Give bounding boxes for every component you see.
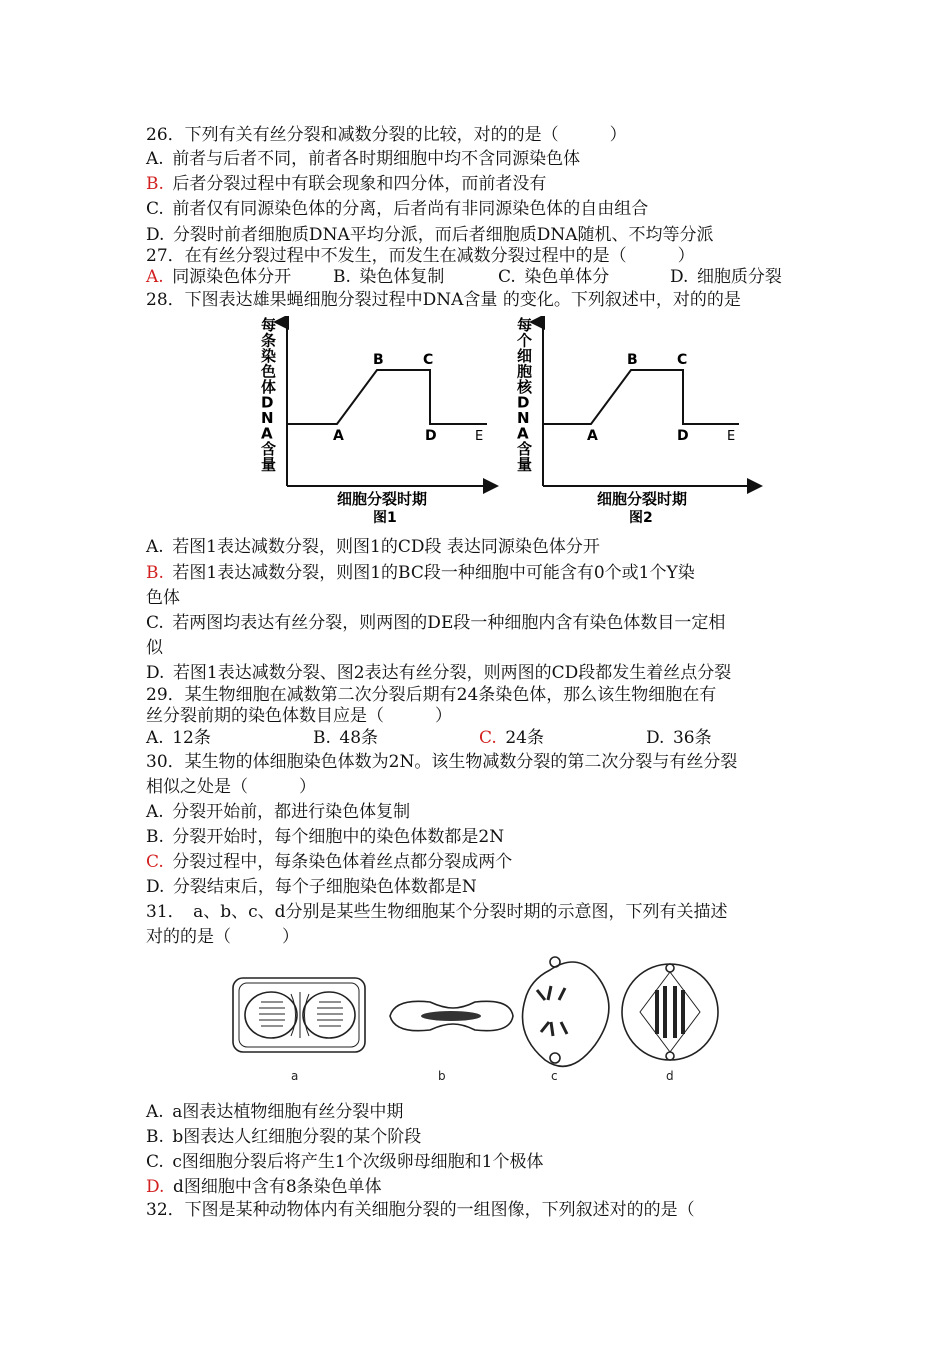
graph-1-xlabel: 细胞分裂时期 <box>337 490 428 508</box>
figure-a-plant-cell <box>233 978 365 1083</box>
graph-2-point-a: A <box>587 428 598 444</box>
q31-option-a: A. a图表达植物细胞有丝分裂中期 <box>146 1102 404 1122</box>
figure-b-label: b <box>438 1069 446 1083</box>
q31-option-b: B. b图表达人红细胞分裂的某个阶段 <box>146 1127 422 1147</box>
q28-option-c: C. 若两图均表达有丝分裂，则两图的DE段一种细胞内含有染色体数目一定相 <box>146 613 726 633</box>
q31-option-d: D. d图细胞中含有8条染色单体 <box>146 1177 382 1197</box>
graph-2-xlabel: 细胞分裂时期 <box>597 490 688 508</box>
dna-content-graphs <box>255 316 790 530</box>
graph-2-curve <box>543 370 739 424</box>
q27-stem: 27．在有丝分裂过程中不发生，而发生在减数分裂过程中的是（ ） <box>146 246 695 266</box>
q29-option-b: B. 48条 <box>313 728 379 748</box>
graph-2-caption: 图2 <box>629 510 653 526</box>
q31-stem-1: 31． a、b、c、d分别是某些生物细胞某个分裂时期的示意图，下列有关描述 <box>146 902 728 922</box>
q28-option-b: B. 若图1表达减数分裂，则图1的BC段一种细胞中可能含有0个或1个Y染 <box>146 563 695 583</box>
figure-c-cell <box>523 957 609 1083</box>
figure-c-label: c <box>551 1069 558 1083</box>
graph-1 <box>260 316 497 526</box>
graph-2-ylabel: 每个细胞核 D N A 含量 <box>517 316 534 474</box>
graph-2-point-c: C <box>677 352 688 368</box>
graph-1-ylabel: 每条染色体 D N A 含量 <box>261 316 278 474</box>
figure-a-label: a <box>291 1069 299 1083</box>
q26-stem: 26．下列有关有丝分裂和减数分裂的比较，对的的是（ ） <box>146 125 627 145</box>
figure-b-cell <box>390 1001 513 1083</box>
graph-1-caption: 图1 <box>373 510 397 526</box>
cell-division-figures <box>225 950 725 1088</box>
figure-d-label: d <box>666 1069 674 1083</box>
answer-mark: C. <box>146 852 164 872</box>
q29-option-a: A. 12条 <box>146 728 211 748</box>
q29-option-d: D. 36条 <box>646 728 712 748</box>
graph-1-point-a: A <box>333 428 344 444</box>
figure-d-cell <box>622 964 718 1083</box>
q26-option-d: D. 分裂时前者细胞质DNA平均分派，而后者细胞质DNA随机、不均等分派 <box>146 225 714 245</box>
graph-1-point-d: D <box>425 428 437 444</box>
graph-1-point-b: B <box>373 352 384 368</box>
q26-option-c: C. 前者仅有同源染色体的分离，后者尚有非同源染色体的自由组合 <box>146 199 649 219</box>
q30-option-d: D. 分裂结束后，每个子细胞染色体数都是N <box>146 877 477 897</box>
graph-1-point-c: C <box>423 352 434 368</box>
q28-option-b-cont: 色体 <box>146 588 180 608</box>
answer-mark: B. <box>146 563 164 583</box>
answer-mark: D. <box>146 1177 165 1197</box>
graph-2 <box>516 316 761 526</box>
graph-2-point-b: B <box>627 352 638 368</box>
q27-option-c: C. 染色单体分 <box>498 267 610 287</box>
q27-option-b: B. 染色体复制 <box>333 267 445 287</box>
answer-mark: C. <box>479 728 497 748</box>
q32-stem: 32．下图是某种动物体内有关细胞分裂的一组图像，下列叙述对的的是（ <box>146 1200 695 1220</box>
graph-2-point-d: D <box>677 428 689 444</box>
graph-2-point-e: E <box>727 429 736 444</box>
q27-option-a: A. 同源染色体分开 <box>146 267 292 287</box>
q28-stem: 28．下图表达雄果蝇细胞分裂过程中DNA含量 的变化。下列叙述中，对的的是 <box>146 290 741 310</box>
q29-stem-2: 丝分裂前期的染色体数目应是（ ） <box>146 706 452 726</box>
q30-stem-2: 相似之处是（ ） <box>146 777 316 797</box>
answer-mark: A. <box>146 267 164 287</box>
q26-option-b: B. 后者分裂过程中有联会现象和四分体，而前者没有 <box>146 174 547 194</box>
graph-1-curve <box>287 370 487 424</box>
q28-option-a: A. 若图1表达减数分裂，则图1的CD段 表达同源染色体分开 <box>146 537 600 557</box>
q29-option-c: C. 24条 <box>479 728 544 748</box>
q30-option-c: C. 分裂过程中，每条染色体着丝点都分裂成两个 <box>146 852 513 872</box>
answer-mark: B. <box>146 174 164 194</box>
q31-stem-2: 对的的是（ ） <box>146 927 299 947</box>
q30-option-a: A. 分裂开始前，都进行染色体复制 <box>146 802 411 822</box>
q31-option-c: C. c图细胞分裂后将产生1个次级卵母细胞和1个极体 <box>146 1152 544 1172</box>
q29-stem-1: 29．某生物细胞在减数第二次分裂后期有24条染色体，那么该生物细胞在有 <box>146 685 717 705</box>
q27-option-d: D. 细胞质分裂 <box>670 267 782 287</box>
q28-option-d: D. 若图1表达减数分裂、图2表达有丝分裂，则两图的CD段都发生着丝点分裂 <box>146 663 732 683</box>
q28-option-c-cont: 似 <box>146 638 163 658</box>
q30-option-b: B. 分裂开始时，每个细胞中的染色体数都是2N <box>146 827 505 847</box>
q26-option-a: A. 前者与后者不同，前者各时期细胞中均不含同源染色体 <box>146 149 581 169</box>
q30-stem-1: 30．某生物的体细胞染色体数为2N。该生物减数分裂的第二次分裂与有丝分裂 <box>146 752 738 772</box>
graph-1-point-e: E <box>475 429 484 444</box>
